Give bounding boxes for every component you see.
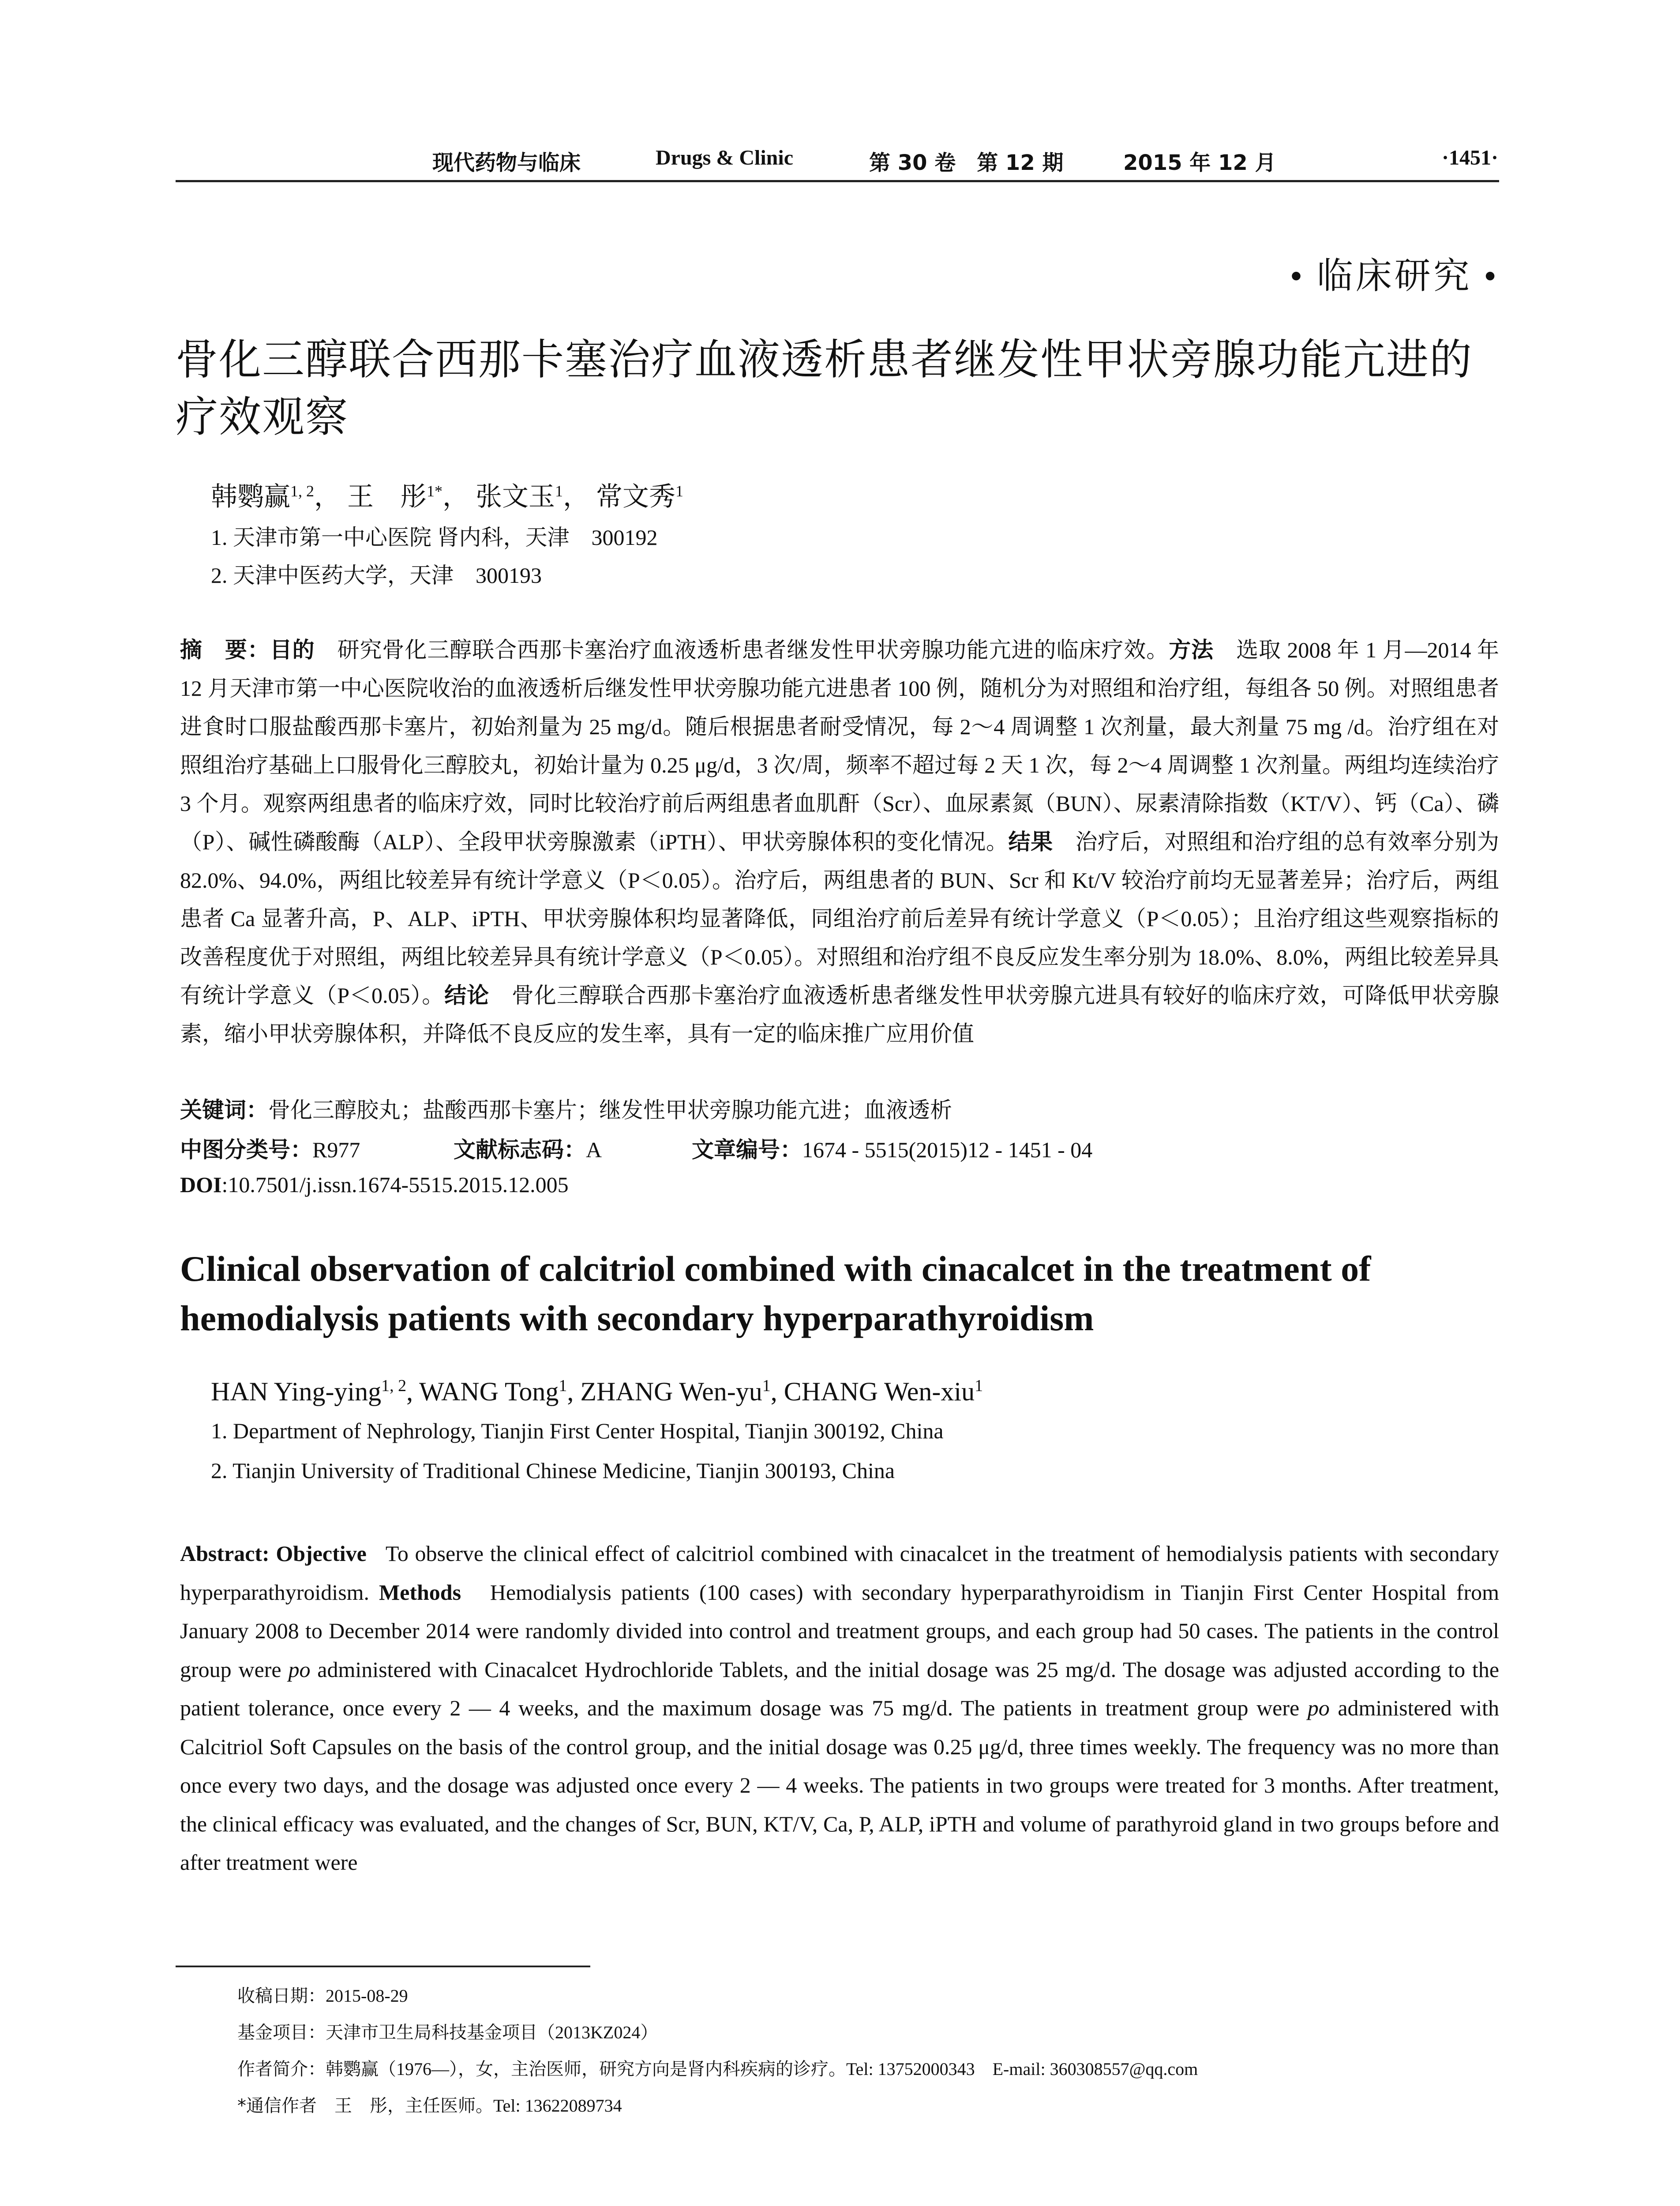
- objective-text-en: To observe the clinical effect of calcitriol combined with cinacalcet in the treatment of hemodialysis patients with secondary hyperparathyroidism.: [180, 1541, 1499, 1605]
- footnote-received: [237, 1982, 408, 2007]
- affiliation-cn-1: 1. 天津市第一中心医院 肾内科，天津 300192: [211, 525, 658, 550]
- methods-text-en: administered with Cinacalcet Hydrochloride Tablets, and the initial dosage was 25 mg/d. The dosage was adjusted according to the patient tolerance, once every 2 — 4 weeks, and the maximum dosage was 75 mg/d. The patients in treatment group were: [180, 1657, 1500, 1720]
- footnote-divider: [176, 1966, 590, 1967]
- clc-value: R977: [312, 1137, 360, 1162]
- issue-date: 2015 年 12 月: [1123, 150, 1276, 175]
- corresponding-label: *通信作者: [237, 2096, 317, 2116]
- doc-code-label: 文献标志码：: [454, 1137, 586, 1163]
- author-name: 张文玉: [476, 482, 555, 511]
- received-label: 收稿日期：: [237, 1986, 326, 2006]
- corresponding-text: 王 彤，主任医师。Tel: 13622089734: [334, 2096, 622, 2116]
- methods-label-en: Methods: [379, 1579, 461, 1605]
- clc-label: 中图分类号：: [180, 1137, 312, 1163]
- author-separator: ，: [563, 482, 589, 511]
- objective-label: 目的: [270, 637, 315, 663]
- footnote-author: [237, 2055, 1198, 2080]
- article-title-en: Clinical observation of calcitriol combined with cinacalcet in the treatment of hemodialysis patients with secondary hyperparathyroidism: [180, 1249, 1371, 1338]
- journal-name-en: Drugs & Clinic: [656, 146, 793, 169]
- conclusion-text: 骨化三醇联合西那卡塞治疗血液透析患者继发性甲状旁腺亢进具有较好的临床疗效，可降低甲状旁腺素，缩小甲状旁腺体积，并降低不良反应的发生率，具有一定的临床推广应用价值: [180, 983, 1500, 1046]
- methods-text-en: administered with Calcitriol Soft Capsules on the basis of the control group, and the initial dosage was 0.25 μg/d, three times weekly. The frequency was no more than once every two days, and the dosage was adjusted once every 2 — 4 weeks. The patients in two groups were treated for 3 months. After treatment, the clinical efficacy was evaluated, and the changes of Scr, BUN, KT/V, Ca, P, ALP, iPTH and volume of parathyroid gland in two groups before and after treatment were: [180, 1696, 1499, 1875]
- doc-code-line: [454, 1132, 602, 1164]
- author-name: ZHANG Wen-yu: [580, 1377, 762, 1406]
- author-separator: ,: [567, 1377, 581, 1406]
- author-separator: ，: [314, 482, 341, 511]
- journal-name-cn: 现代药物与临床: [432, 150, 581, 175]
- page-number: ·1451·: [1442, 146, 1499, 169]
- author-affiliation-mark: 1: [555, 482, 563, 500]
- affiliation-cn-2: 2. 天津中医药大学，天津 300193: [211, 563, 542, 588]
- classification-line: [180, 1132, 360, 1164]
- author-separator: ,: [406, 1377, 420, 1406]
- author-affiliation-mark: 1*: [427, 482, 442, 500]
- running-header: [176, 142, 1499, 182]
- doc-code-value: A: [586, 1137, 602, 1162]
- keywords-text: 骨化三醇胶丸；盐酸西那卡塞片；继发性甲状旁腺功能亢进；血液透析: [268, 1098, 952, 1122]
- author-affiliation-mark: 1: [975, 1377, 983, 1395]
- author-bio-text: 韩鹦赢（1976—），女，主治医师，研究方向是肾内科疾病的诊疗。Tel: 13752000343 E-mail: 360308557@qq.com: [326, 2059, 1198, 2079]
- footnote-corresponding: [237, 2092, 622, 2117]
- article-number-value: 1674 - 5515(2015)12 - 1451 - 04: [802, 1137, 1093, 1162]
- conclusion-label: 结论: [444, 983, 489, 1008]
- footnote-fund: [237, 2018, 658, 2044]
- objective-text: 研究骨化三醇联合西那卡塞治疗血液透析患者继发性甲状旁腺功能亢进的临床疗效。: [337, 638, 1169, 662]
- affiliation-en-2: 2. Tianjin University of Traditional Chinese Medicine, Tianjin 300193, China: [211, 1458, 895, 1483]
- author-separator: ,: [770, 1377, 784, 1406]
- author-bio-label: 作者简介：: [237, 2059, 326, 2079]
- abstract-objective-label: Abstract: Objective: [180, 1541, 367, 1566]
- methods-label: 方法: [1169, 637, 1214, 663]
- abstract-label: 摘 要：: [180, 637, 270, 663]
- author-name: 王 彤: [347, 482, 427, 511]
- abstract-en: [180, 1534, 1499, 1882]
- article-number-label: 文章编号：: [692, 1137, 802, 1163]
- author-list-cn: [211, 476, 683, 514]
- author-affiliation-mark: 1: [675, 482, 683, 500]
- volume-issue: 第 30 卷 第 12 期: [869, 150, 1064, 175]
- doi-label: DOI: [180, 1172, 222, 1197]
- doi-value[interactable]: :10.7501/j.issn.1674-5515.2015.12.005: [221, 1172, 569, 1197]
- doi-line: [180, 1172, 569, 1197]
- methods-text: 选取 2008 年 1 月—2014 年 12 月天津市第一中心医院收治的血液透析后继发性甲状旁腺功能亢进患者 100 例，随机分为对照组和治疗组，每组各 50 例。对照组患者进食时口服盐酸西那卡塞片，初始剂量为 25 mg/d。随后根据患者耐受情况，每 2～4 周调整 1 次剂量，最大剂量 75 mg /d。治疗组在对照组治疗基础上口服骨化三醇胶丸，初始计量为 0.25 μg/d，3 次/周，频率不超过每 2 天 1 次，每 2～4 周调整 1 次剂量。两组均连续治疗 3 个月。观察两组患者的临床疗效，同时比较治疗前后两组患者血肌酐（Scr）、血尿素氮（BUN）、尿素清除指数（KT/V）、钙（Ca）、磷（P）、碱性磷酸酶（ALP）、全段甲状旁腺激素（iPTH）、甲状旁腺体积的变化情况。: [180, 638, 1499, 854]
- results-label: 结果: [1008, 829, 1053, 855]
- section-label: • 临床研究 •: [1290, 256, 1499, 296]
- author-name: 常文秀: [596, 482, 675, 511]
- author-name: WANG Tong: [419, 1377, 559, 1406]
- fund-label: 基金项目：: [237, 2022, 326, 2043]
- author-name: 韩鹦赢: [211, 482, 290, 511]
- fund-text: 天津市卫生局科技基金项目（2013KZ024）: [326, 2022, 658, 2042]
- route-abbrev: po: [288, 1657, 311, 1682]
- author-affiliation-mark: 1: [762, 1377, 771, 1395]
- results-text: 治疗后，对照组和治疗组的总有效率分别为 82.0%、94.0%，两组比较差异有统计学意义（P＜0.05）。治疗后，两组患者的 BUN、Scr 和 Kt/V 较治疗前均无显著差异；治疗后，两组患者 Ca 显著升高，P、ALP、iPTH、甲状旁腺体积均显著降低，同组治疗前后差异有统计学意义（P＜0.05）；且治疗组这些观察指标的改善程度优于对照组，两组比较差异具有统计学意义（P＜0.05）。对照组和治疗组不良反应发生率分别为 18.0%、8.0%，两组比较差异具有统计学意义（P＜0.05）。: [180, 829, 1499, 1008]
- author-separator: ，: [442, 482, 469, 511]
- author-affiliation-mark: 1, 2: [290, 482, 314, 500]
- author-name: HAN Ying-ying: [211, 1377, 382, 1406]
- author-name: CHANG Wen-xiu: [784, 1377, 975, 1406]
- author-list-en: [211, 1377, 983, 1407]
- route-abbrev: po: [1307, 1696, 1330, 1720]
- keywords-label: 关键词：: [180, 1097, 268, 1123]
- abstract-cn: [180, 631, 1499, 1053]
- article-number-line: [692, 1132, 1092, 1164]
- received-date: 2015-08-29: [326, 1986, 408, 2006]
- author-affiliation-mark: 1, 2: [381, 1377, 407, 1395]
- keywords: [180, 1092, 952, 1124]
- article-title-cn: 骨化三醇联合西那卡塞治疗血液透析患者继发性甲状旁腺功能亢进的疗效观察: [176, 335, 1473, 442]
- methods-text-en: Hemodialysis patients (100 cases) with secondary hyperparathyroidism in Tianjin First Center Hospital from January 2008 to December 2014 were randomly divided into control and treatment groups, and each group had 50 cases. The patients in the control group were: [180, 1579, 1499, 1682]
- affiliation-en-1: 1. Department of Nephrology, Tianjin First Center Hospital, Tianjin 300192, China: [211, 1418, 944, 1443]
- author-affiliation-mark: 1: [559, 1377, 567, 1395]
